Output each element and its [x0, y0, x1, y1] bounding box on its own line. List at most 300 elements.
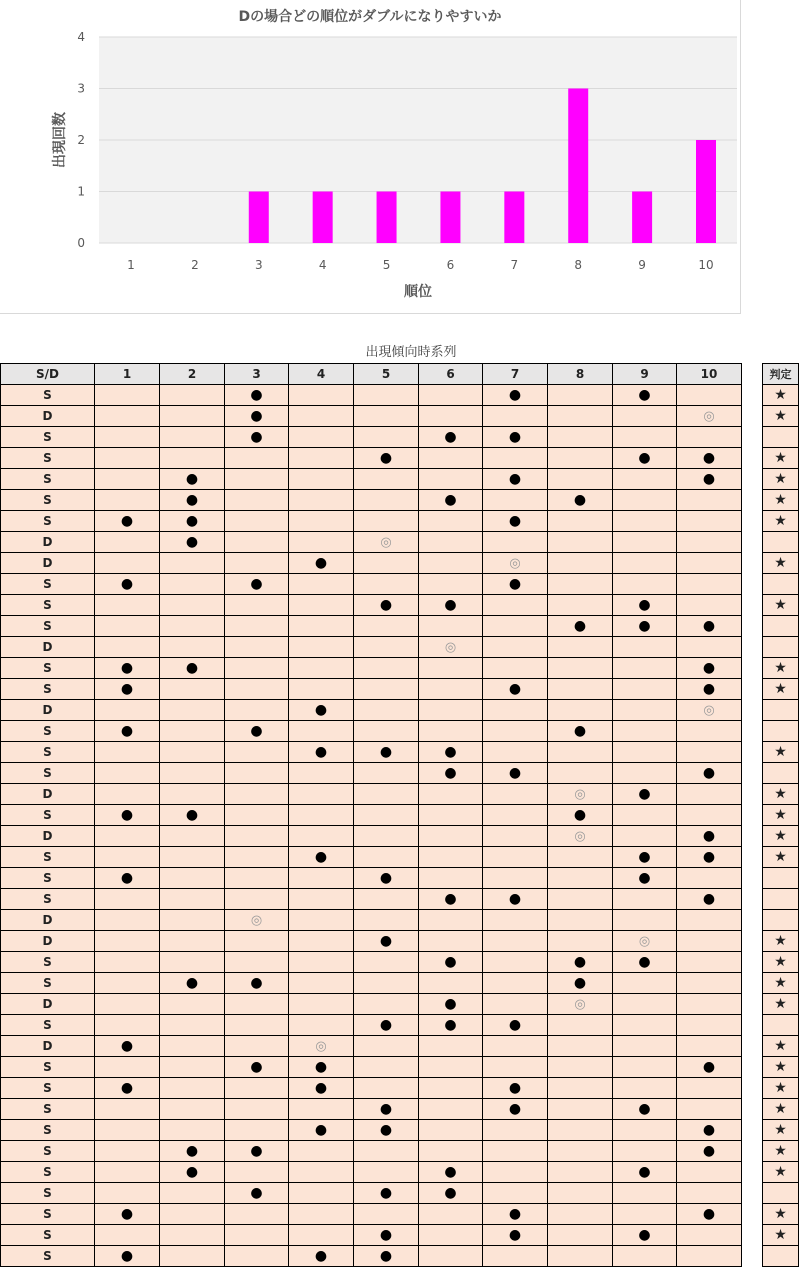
rank-cell [289, 994, 354, 1015]
rank-cell [483, 511, 548, 532]
star-icon: ★ [774, 513, 787, 529]
rank-cell [354, 532, 419, 553]
sd-cell: D [1, 553, 95, 574]
rank-cell [160, 973, 225, 994]
rank-cell [160, 721, 225, 742]
rank-cell [548, 931, 613, 952]
rank-cell [419, 1078, 483, 1099]
star-icon: ★ [774, 471, 787, 487]
sd-cell: S [1, 1246, 95, 1267]
dot-mark: ● [120, 575, 134, 592]
star-icon: ★ [774, 408, 787, 424]
dot-mark: ● [508, 680, 522, 697]
bar-rank-3 [249, 192, 269, 244]
rank-cell [613, 511, 677, 532]
judgement-row [763, 931, 799, 952]
judgement-cell [763, 973, 799, 994]
rank-cell [160, 1183, 225, 1204]
rank-cell [95, 952, 160, 973]
rank-cell [548, 1183, 613, 1204]
rank-cell [225, 1036, 289, 1057]
dot-mark: ● [508, 1100, 522, 1117]
table-row [1, 952, 742, 973]
rank-cell [354, 490, 419, 511]
rank-cell [289, 1015, 354, 1036]
dot-mark: ● [508, 386, 522, 403]
chart-title: Dの場合どの順位がダブルになりやすいか [238, 9, 502, 25]
rank-cell [548, 490, 613, 511]
rank-cell [354, 1036, 419, 1057]
rank-cell [225, 994, 289, 1015]
rank-cell [548, 448, 613, 469]
rank-cell [419, 490, 483, 511]
dot-mark: ● [379, 1100, 393, 1117]
table-row [1, 868, 742, 889]
rank-cell [677, 1141, 742, 1162]
star-icon: ★ [774, 1080, 787, 1096]
header-rank-7: 7 [483, 364, 548, 385]
judgement-row [763, 595, 799, 616]
rank-cell [548, 1057, 613, 1078]
rank-cell [677, 1225, 742, 1246]
dot-mark: ● [444, 491, 457, 508]
star-icon: ★ [774, 786, 787, 802]
rank-cell [677, 385, 742, 406]
rank-cell [160, 574, 225, 595]
rank-cell [225, 1120, 289, 1141]
dot-mark: ● [508, 470, 522, 487]
double-mark: ◎ [315, 1038, 327, 1054]
rank-cell [289, 805, 354, 826]
rank-cell [419, 1162, 483, 1183]
rank-cell [95, 658, 160, 679]
sd-cell: D [1, 826, 95, 847]
rank-cell [613, 574, 677, 595]
rank-cell [483, 994, 548, 1015]
rank-cell [613, 385, 677, 406]
sd-cell: D [1, 700, 95, 721]
rank-cell [613, 868, 677, 889]
rank-cell [613, 847, 677, 868]
rank-cell [95, 532, 160, 553]
rank-cell [160, 910, 225, 931]
dot-mark: ● [444, 743, 457, 760]
rank-cell [160, 847, 225, 868]
dot-mark: ● [702, 470, 716, 487]
rank-cell [289, 427, 354, 448]
rank-cell [613, 1225, 677, 1246]
star-icon: ★ [774, 492, 787, 508]
judgement-row [763, 1141, 799, 1162]
rank-cell [160, 1141, 225, 1162]
rank-cell [95, 1015, 160, 1036]
sd-cell: D [1, 931, 95, 952]
table-row [1, 1246, 742, 1267]
rank-cell [225, 406, 289, 427]
rank-cell [289, 553, 354, 574]
table-row [1, 1078, 742, 1099]
rank-cell [548, 1162, 613, 1183]
rank-cell [677, 1015, 742, 1036]
rank-cell [289, 1225, 354, 1246]
rank-cell [483, 763, 548, 784]
rank-cell [613, 931, 677, 952]
rank-cell [419, 931, 483, 952]
rank-cell [160, 406, 225, 427]
judgement-cell [763, 1120, 799, 1141]
judgement-cell [763, 1225, 799, 1246]
x-tick-labels [127, 258, 713, 272]
rank-cell [613, 448, 677, 469]
dot-mark: ● [508, 428, 522, 445]
dot-mark: ● [444, 995, 457, 1012]
rank-cell [483, 448, 548, 469]
dot-mark: ● [508, 575, 522, 592]
judgement-cell [763, 931, 799, 952]
sd-cell: S [1, 448, 95, 469]
dot-mark: ● [508, 1079, 522, 1096]
dot-mark: ● [250, 386, 263, 403]
rank-cell [483, 490, 548, 511]
header-rank-5: 5 [354, 364, 419, 385]
table-row [1, 532, 742, 553]
rank-cell [548, 973, 613, 994]
star-icon: ★ [774, 849, 787, 865]
rank-cell [613, 1183, 677, 1204]
y-tick-label: 1 [77, 184, 85, 199]
rank-cell [160, 805, 225, 826]
rank-cell [419, 427, 483, 448]
rank-cell [419, 1057, 483, 1078]
rank-cell [419, 742, 483, 763]
rank-cell [95, 1225, 160, 1246]
judgement-row [763, 1015, 799, 1036]
rank-cell [419, 553, 483, 574]
sd-cell: D [1, 994, 95, 1015]
dot-mark: ● [379, 1247, 393, 1264]
dot-mark: ● [573, 617, 587, 634]
rank-cell [613, 406, 677, 427]
judgement-cell [763, 868, 799, 889]
rank-cell [483, 1099, 548, 1120]
rank-cell [613, 1099, 677, 1120]
rank-cell [613, 553, 677, 574]
dot-mark: ● [638, 1226, 651, 1243]
rank-cell [419, 973, 483, 994]
rank-cell [548, 574, 613, 595]
rank-cell [289, 1246, 354, 1267]
x-tick-label: 2 [191, 258, 199, 272]
rank-cell [289, 826, 354, 847]
rank-cell [548, 910, 613, 931]
rank-cell [419, 868, 483, 889]
rank-cell [160, 532, 225, 553]
rank-cell [613, 826, 677, 847]
rank-cell [677, 931, 742, 952]
bar-chart [0, 0, 740, 313]
judgement-row [763, 889, 799, 910]
rank-cell [95, 763, 160, 784]
rank-cell [225, 1183, 289, 1204]
rank-cell [95, 574, 160, 595]
dot-mark: ● [702, 1121, 716, 1138]
rank-cell [160, 553, 225, 574]
rank-cell [289, 595, 354, 616]
rank-cell [677, 532, 742, 553]
rank-cell [354, 637, 419, 658]
rank-cell [677, 868, 742, 889]
rank-cell [95, 784, 160, 805]
rank-cell [95, 1183, 160, 1204]
dot-mark: ● [638, 1100, 651, 1117]
rank-cell [548, 616, 613, 637]
star-icon: ★ [774, 954, 787, 970]
rank-cell [677, 721, 742, 742]
rank-cell [548, 385, 613, 406]
rank-cell [160, 490, 225, 511]
rank-cell [419, 784, 483, 805]
rank-cell [354, 1141, 419, 1162]
rank-cell [160, 826, 225, 847]
judgement-cell [763, 1036, 799, 1057]
rank-cell [548, 595, 613, 616]
rank-cell [548, 1036, 613, 1057]
rank-cell [225, 1057, 289, 1078]
judgement-cell [763, 1246, 799, 1267]
rank-cell [354, 679, 419, 700]
dot-mark: ● [185, 1163, 199, 1180]
rank-cell [289, 1120, 354, 1141]
dot-mark: ● [702, 617, 716, 634]
rank-cell [354, 616, 419, 637]
rank-cell [289, 511, 354, 532]
rank-cell [289, 1099, 354, 1120]
dot-mark: ● [638, 953, 651, 970]
rank-cell [419, 1246, 483, 1267]
rank-cell [354, 784, 419, 805]
rank-cell [354, 1057, 419, 1078]
table-row [1, 637, 742, 658]
dot-mark: ● [250, 575, 263, 592]
sd-cell: S [1, 1015, 95, 1036]
rank-cell [289, 490, 354, 511]
rank-cell [225, 532, 289, 553]
rank-cell [354, 826, 419, 847]
rank-cell [160, 700, 225, 721]
table-row [1, 448, 742, 469]
sd-cell: S [1, 658, 95, 679]
judgement-cell [763, 616, 799, 637]
rank-cell [289, 1057, 354, 1078]
rank-cell [677, 658, 742, 679]
rank-cell [483, 616, 548, 637]
dot-mark: ● [120, 1079, 134, 1096]
table-row [1, 1141, 742, 1162]
rank-cell [483, 1078, 548, 1099]
rank-cell [95, 742, 160, 763]
bar-rank-4 [313, 192, 333, 244]
bar-rank-10 [696, 140, 716, 243]
rank-cell [613, 1141, 677, 1162]
sd-cell: S [1, 973, 95, 994]
dot-mark: ● [573, 722, 587, 739]
judgement-cell [763, 1099, 799, 1120]
dot-mark: ● [638, 1163, 651, 1180]
x-tick-label: 5 [382, 258, 391, 272]
rank-cell [419, 826, 483, 847]
rank-cell [677, 910, 742, 931]
rank-cell [225, 679, 289, 700]
table-row [1, 595, 742, 616]
sd-cell: D [1, 1036, 95, 1057]
rank-cell [483, 868, 548, 889]
rank-cell [160, 469, 225, 490]
rank-cell [225, 595, 289, 616]
rank-cell [677, 616, 742, 637]
dot-mark: ● [508, 512, 522, 529]
rank-cell [483, 721, 548, 742]
star-icon: ★ [774, 828, 787, 844]
rank-cell [354, 511, 419, 532]
rank-cell [225, 511, 289, 532]
rank-cell [289, 469, 354, 490]
judgement-table [762, 363, 799, 1267]
judgement-cell [763, 1057, 799, 1078]
rank-cell [548, 406, 613, 427]
header-rank-10: 10 [677, 364, 742, 385]
dot-mark: ● [638, 386, 651, 403]
rank-cell [95, 553, 160, 574]
rank-cell [225, 868, 289, 889]
rank-cell [289, 1141, 354, 1162]
rank-cell [289, 721, 354, 742]
dot-mark: ● [120, 1247, 134, 1264]
rank-cell [483, 1183, 548, 1204]
rank-cell [677, 994, 742, 1015]
rank-cell [354, 742, 419, 763]
rank-cell [160, 511, 225, 532]
judgement-cell [763, 910, 799, 931]
sd-cell: S [1, 490, 95, 511]
rank-cell [548, 847, 613, 868]
rank-cell [419, 889, 483, 910]
sd-cell: S [1, 1120, 95, 1141]
table-row [1, 889, 742, 910]
rank-cell [225, 637, 289, 658]
rank-cell [160, 448, 225, 469]
rank-cell [677, 1057, 742, 1078]
header-rank-4: 4 [289, 364, 354, 385]
judgement-row [763, 784, 799, 805]
dot-mark: ● [185, 806, 199, 823]
star-icon: ★ [774, 1143, 787, 1159]
rank-cell [419, 1036, 483, 1057]
judgement-cell [763, 1078, 799, 1099]
y-tick-label: 3 [77, 81, 85, 96]
judgement-row [763, 1204, 799, 1225]
rank-cell [613, 1015, 677, 1036]
table-row [1, 700, 742, 721]
double-mark: ◎ [250, 912, 263, 928]
rank-cell [160, 1204, 225, 1225]
rank-cell [677, 1162, 742, 1183]
rank-cell [225, 658, 289, 679]
judgement-row [763, 637, 799, 658]
rank-cell [419, 1183, 483, 1204]
rank-cell [483, 931, 548, 952]
table-row [1, 994, 742, 1015]
rank-cell [289, 1078, 354, 1099]
rank-cell [354, 910, 419, 931]
rank-cell [225, 889, 289, 910]
dot-mark: ● [638, 869, 651, 886]
rank-cell [419, 1015, 483, 1036]
dot-mark: ● [702, 680, 716, 697]
rank-cell [225, 973, 289, 994]
dot-mark: ● [573, 953, 587, 970]
rank-cell [289, 532, 354, 553]
rank-cell [354, 1099, 419, 1120]
judgement-row [763, 448, 799, 469]
table-row [1, 742, 742, 763]
y-tick-label: 4 [77, 30, 85, 44]
dot-mark: ● [379, 596, 393, 613]
dot-mark: ● [702, 659, 716, 676]
judgement-row [763, 1078, 799, 1099]
rank-cell [419, 385, 483, 406]
rank-cell [483, 385, 548, 406]
dot-mark: ● [314, 554, 328, 571]
sd-cell: S [1, 1099, 95, 1120]
rank-cell [483, 805, 548, 826]
rank-cell [613, 784, 677, 805]
rank-cell [613, 658, 677, 679]
rank-cell [613, 742, 677, 763]
rank-cell [613, 952, 677, 973]
rank-cell [225, 847, 289, 868]
judgement-cell [763, 1015, 799, 1036]
rank-cell [613, 679, 677, 700]
rank-cell [548, 658, 613, 679]
table-row [1, 910, 742, 931]
x-tick-label: 7 [510, 258, 519, 272]
double-mark: ◎ [638, 933, 651, 949]
rank-cell [289, 1036, 354, 1057]
rank-cell [160, 427, 225, 448]
rank-cell [483, 784, 548, 805]
rank-cell [483, 532, 548, 553]
rank-cell [225, 1141, 289, 1162]
dot-mark: ● [508, 1226, 522, 1243]
rank-cell [225, 616, 289, 637]
judgement-cell [763, 637, 799, 658]
sd-cell: S [1, 679, 95, 700]
star-icon: ★ [774, 1164, 787, 1180]
rank-cell [95, 637, 160, 658]
x-tick-label: 8 [574, 258, 583, 272]
rank-cell [483, 700, 548, 721]
rank-cell [548, 700, 613, 721]
dot-mark: ● [120, 722, 134, 739]
rank-cell [419, 910, 483, 931]
judgement-row [763, 1057, 799, 1078]
rank-cell [548, 553, 613, 574]
dot-mark: ● [444, 1163, 457, 1180]
x-tick-label: 9 [638, 258, 646, 272]
rank-cell [613, 1246, 677, 1267]
rank-cell [160, 1099, 225, 1120]
rank-cell [160, 385, 225, 406]
